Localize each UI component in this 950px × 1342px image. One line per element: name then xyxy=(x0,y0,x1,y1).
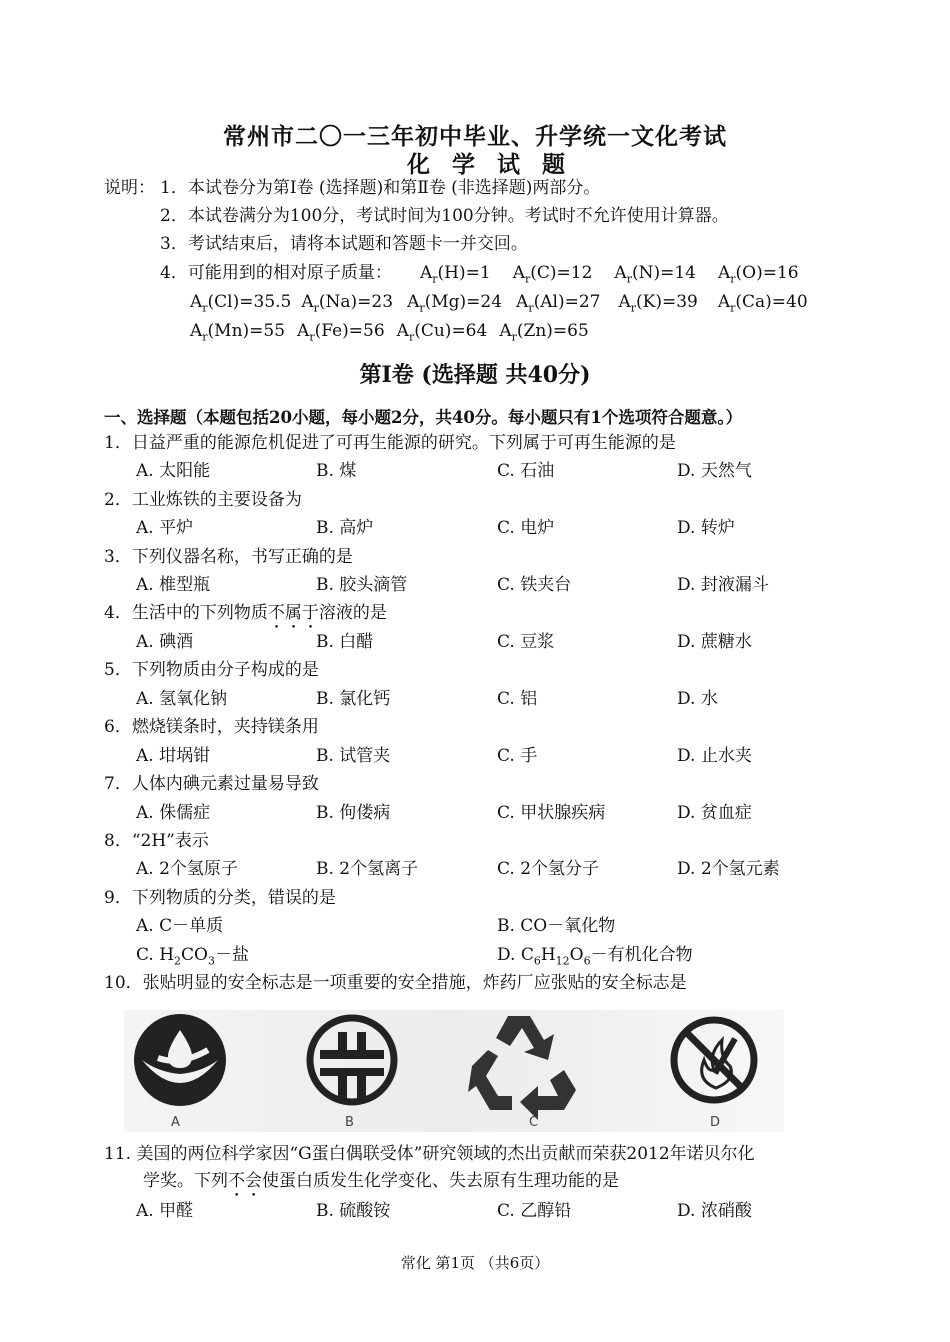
atomic-mass: $A_r(Al)=27$ xyxy=(516,292,601,315)
atomic-mass-row-2 xyxy=(190,291,808,319)
option-a: A. 坩埚钳 xyxy=(136,746,211,766)
option-c: C. 豆浆 xyxy=(497,632,555,652)
exam-subject: 化学试题 xyxy=(407,151,587,178)
atomic-mass: $A_r(Fe)=56$ xyxy=(297,321,385,344)
water-saving-sign-icon xyxy=(134,1014,226,1106)
option-d: D. 水 xyxy=(677,689,718,709)
option-d: D. 浓硝酸 xyxy=(677,1201,752,1221)
option-b: B. 煤 xyxy=(316,461,357,481)
page-footer: 常化 第1页 （共6页） xyxy=(400,1254,550,1272)
atomic-mass: $A_r(Cu)=64$ xyxy=(396,321,488,344)
question-4: 4．生活中的下列物质不属于溶液的是 xyxy=(104,603,387,623)
note-3: 3．考试结束后，请将本试题和答题卡一并交回。 xyxy=(160,234,528,254)
option-c: C. 2个氢分子 xyxy=(497,859,600,879)
atomic-mass: $A_r(Zn)=65$ xyxy=(499,321,589,344)
option-a: A. 椎型瓶 xyxy=(136,575,211,595)
atomic-mass: $A_r(Mn)=55$ xyxy=(190,321,286,344)
option-d: D. 封液漏斗 xyxy=(677,575,769,595)
option-a: A. 太阳能 xyxy=(136,461,211,481)
option-b: B. 氯化钙 xyxy=(316,689,391,709)
question-8: 8．“2H”表示 xyxy=(104,831,209,851)
option-a: A. 侏儒症 xyxy=(136,803,211,823)
option-c: C. 电炉 xyxy=(497,518,555,538)
note-1: 1．本试卷分为第Ⅰ卷 (选择题)和第Ⅱ卷 (非选择题)两部分。 xyxy=(160,178,601,198)
option-d: D. 转炉 xyxy=(677,518,735,538)
option-a: A. 2个氢原子 xyxy=(136,859,238,879)
note-4: 4．可能用到的相对原子质量： xyxy=(160,263,392,283)
atomic-mass: $A_r(K)=39$ xyxy=(618,292,698,315)
option-a: A. 甲醛 xyxy=(136,1201,194,1221)
question-2: 2．工业炼铁的主要设备为 xyxy=(104,490,302,510)
option-d: D. 天然气 xyxy=(677,461,752,481)
sign-label-a: A xyxy=(171,1115,180,1130)
option-b: B. 胶头滴管 xyxy=(316,575,408,595)
option-d: D. 蔗糖水 xyxy=(677,632,752,652)
option-c: C. 铝 xyxy=(497,689,538,709)
emphasized-text: 不会 xyxy=(228,1171,262,1191)
question-11: 11. 美国的两位科学家因“G蛋白偶联受体”研究领域的杰出贡献而荣获2012年诺贝尔化 xyxy=(104,1144,755,1164)
option-b: B. 佝偻病 xyxy=(316,803,391,823)
option-d: D. 2个氢元素 xyxy=(677,859,780,879)
question-1: 1．日益严重的能源危机促进了可再生能源的研究。下列属于可再生能源的是 xyxy=(104,433,676,453)
option-c: C. 手 xyxy=(497,746,538,766)
question-9: 9．下列物质的分类，错误的是 xyxy=(104,888,336,908)
question-7: 7．人体内碘元素过量易导致 xyxy=(104,774,319,794)
atomic-mass: $A_r(N)=14$ xyxy=(614,263,696,286)
option-b: B. 试管夹 xyxy=(316,746,391,766)
atomic-mass-row-3 xyxy=(190,320,589,348)
notes-label: 说明： xyxy=(104,178,155,198)
question-3: 3．下列仪器名称，书写正确的是 xyxy=(104,547,353,567)
option-a: A. 平炉 xyxy=(136,518,194,538)
emphasized-text: 不属于 xyxy=(267,603,319,623)
question-6: 6．燃烧镁条时，夹持镁条用 xyxy=(104,717,319,737)
option-b: B. 高炉 xyxy=(316,518,374,538)
atomic-mass: $A_r(O)=16$ xyxy=(717,263,799,286)
option-c: C. $H_2CO_3-$盐 xyxy=(136,945,249,968)
question-10: 10．张贴明显的安全标志是一项重要的安全措施，炸药厂应张贴的安全标志是 xyxy=(104,973,687,993)
option-c: C. 铁夹台 xyxy=(497,575,572,595)
option-b: B. 2个氢离子 xyxy=(316,859,419,879)
option-d: D. $C_6H_{12}O_6-$有机化合物 xyxy=(497,945,693,968)
sign-label-b: B xyxy=(345,1115,354,1130)
atomic-mass: $A_r(Mg)=24$ xyxy=(407,292,503,315)
exam-title: 常州市二〇一三年初中毕业、升学统一文化考试 xyxy=(223,123,727,150)
option-c: C. 甲状腺疾病 xyxy=(497,803,606,823)
option-b: B. CO－氧化物 xyxy=(497,916,616,936)
atomic-mass: $A_r(Cl)=35.5$ xyxy=(190,292,292,315)
section-title: 第Ⅰ卷 (选择题 共40分) xyxy=(359,362,591,388)
atomic-mass: $A_r(C)=12$ xyxy=(512,263,593,286)
atomic-mass: $A_r(H)=1$ xyxy=(420,263,491,286)
sign-label-c: C xyxy=(529,1115,539,1130)
option-a: A. C－单质 xyxy=(136,916,224,936)
option-c: C. 乙醇铅 xyxy=(497,1201,572,1221)
safety-signs-figure xyxy=(124,1010,784,1132)
question-5: 5．下列物质由分子构成的是 xyxy=(104,660,319,680)
note-2: 2．本试卷满分为100分，考试时间为100分钟。考试时不允许使用计算器。 xyxy=(160,206,729,226)
option-b: B. 白醋 xyxy=(316,632,374,652)
option-c: C. 石油 xyxy=(497,461,555,481)
option-a: A. 氢氧化钠 xyxy=(136,689,228,709)
sign-label-d: D xyxy=(710,1115,721,1130)
atomic-mass-row-1 xyxy=(420,262,799,290)
option-a: A. 碘酒 xyxy=(136,632,194,652)
atomic-mass: $A_r(Na)=23$ xyxy=(301,292,394,315)
option-d: D. 止水夹 xyxy=(677,746,752,766)
option-d: D. 贫血症 xyxy=(677,803,752,823)
section-heading: 一、选择题（本题包括20小题，每小题2分，共40分。每小题只有1个选项符合题意。） xyxy=(104,408,743,427)
option-b: B. 硫酸铵 xyxy=(316,1201,391,1221)
atomic-mass: $A_r(Ca)=40$ xyxy=(717,292,808,315)
question-11-continued: 学奖。下列不会使蛋白质发生化学变化、失去原有生理功能的是 xyxy=(143,1171,619,1191)
